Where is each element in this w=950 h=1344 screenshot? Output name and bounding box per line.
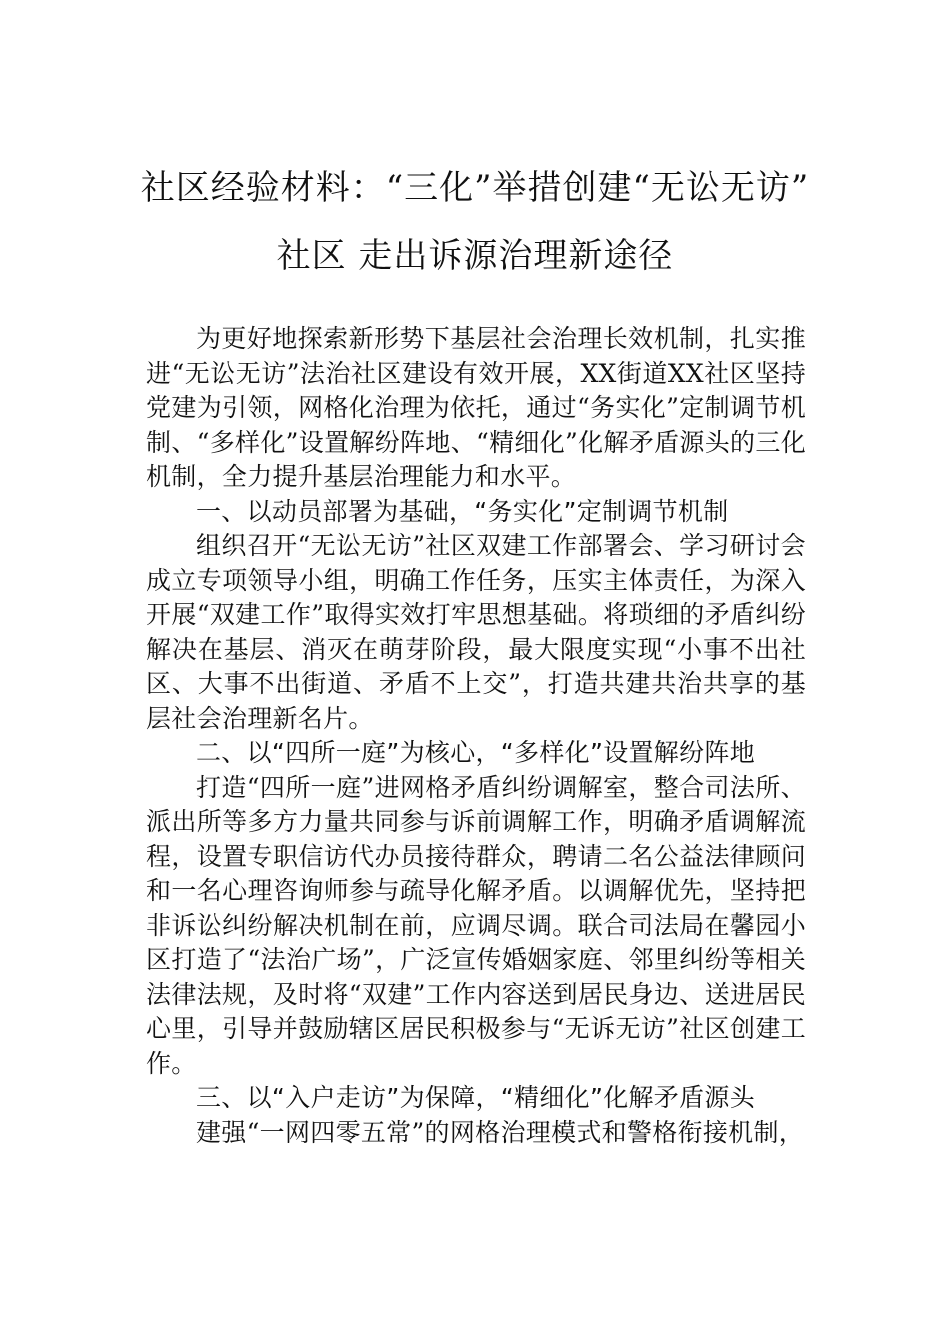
document-title-line-2: 社区 走出诉源治理新途径: [276, 236, 674, 276]
document-title-line-1: 社区经验材料：“三化”举措创建“无讼无访”: [140, 168, 810, 208]
section-2-heading: 二、以“四所一庭”为核心，“多样化”设置解纷阵地: [196, 738, 756, 767]
section-2-paragraph: 打造“四所一庭”进网格矛盾纠纷调解室，整合司法所、派出所等多方力量共同参与诉前调解工作，明确矛盾调解流程，设置专职信访代办员接待群众，聘请二名公益法律顾问和一名心理咨询师参与疏导化解矛盾。以调解优先，坚持把非诉讼纠纷解决机制在前，应调尽调。联合司法局在馨园小区打造了“法治广场”，广泛宣传婚姻家庭、邻里纠纷等相关法律法规，及时将“双建”工作内容送到居民身边、送进居民心里，引导并鼓励辖区居民积极参与“无诉无访”社区创建工作。: [146, 772, 806, 1078]
section-3-paragraph: 建强“一网四零五常”的网格治理模式和警格衔接机制，: [196, 1117, 805, 1147]
section-1-paragraph: 组织召开“无讼无访”社区双建工作部署会、学习研讨会成立专项领导小组，明确工作任务，压实主体责任，为深入开展“双建工作”取得实效打牢思想基础。将琐细的矛盾纠纷解决在基层、消灭在萌芽阶段，最大限度实现“小事不出社区、大事不出街道、矛盾不上交”，打造共建共治共享的基层社会治理新名片。: [146, 531, 806, 733]
section-1-heading: 一、以动员部署为基础，“务实化”定制调节机制: [196, 496, 729, 526]
intro-paragraph: 为更好地探索新形势下基层社会治理长效机制，扎实推进“无讼无访”法治社区建设有效开展，XX街道XX社区坚持党建为引领，网格化治理为依托，通过“务实化”定制调节机制、“多样化”设置解纷阵地、“精细化”化解矛盾源头的三化机制，全力提升基层治理能力和水平。: [146, 324, 806, 491]
section-3-heading: 三、以“入户走访”为保障，“精细化”化解矛盾源头: [196, 1083, 756, 1112]
document-body: [146, 322, 806, 1150]
